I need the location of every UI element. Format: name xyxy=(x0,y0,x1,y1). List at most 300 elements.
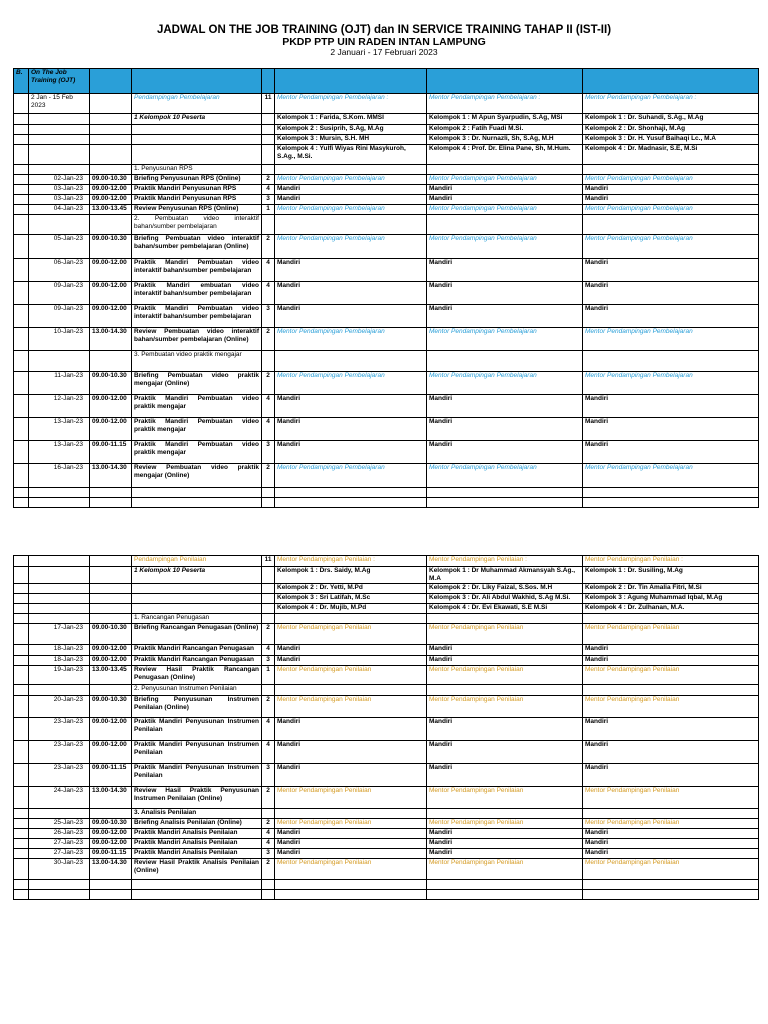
jp-cell: 1 xyxy=(262,666,275,685)
time-cell: 09.00-11.15 xyxy=(90,441,132,464)
document-title: JADWAL ON THE JOB TRAINING (OJT) dan IN SERVICE TRAINING TAHAP II (IST-II) xyxy=(156,24,612,36)
mentor-col3-cell: Mandiri xyxy=(583,741,759,764)
date-cell: 05-Jan-23 xyxy=(29,235,90,259)
table-row xyxy=(14,165,759,175)
time-cell: 09.00-10.30 xyxy=(90,696,132,718)
activity-cell: Review Pembuatan video interaktif bahan/sumber pembelajaran (Online) xyxy=(132,328,262,351)
jp-cell: 2 xyxy=(262,696,275,718)
row-marker xyxy=(14,175,29,185)
table-row xyxy=(14,498,759,508)
mentor-col2-cell: Mentor Pendampingan Penilaian xyxy=(427,819,583,829)
time-cell: 13.00-14.30 xyxy=(90,464,132,488)
table-row xyxy=(14,556,759,567)
table-row xyxy=(14,125,759,135)
jp-cell: 2 xyxy=(262,372,275,395)
mentor-col1-cell: Mentor Pendampingan Pembelajaran xyxy=(275,464,427,488)
activity-cell: Review Hasil Praktik Analisis Penilaian (Online) xyxy=(132,859,262,880)
jp-cell: 2 xyxy=(262,859,275,880)
row-marker xyxy=(14,235,29,259)
date-cell xyxy=(29,215,90,235)
activity-cell xyxy=(132,488,262,498)
row-marker xyxy=(14,125,29,135)
activity-cell: 2. Pembuatan video interaktif bahan/sumber pembelajaran xyxy=(132,215,262,235)
jp-cell: 3 xyxy=(262,441,275,464)
jp-cell: 2 xyxy=(262,787,275,809)
table-row xyxy=(14,645,759,656)
jp-cell: 3 xyxy=(262,195,275,205)
mentor-col2-cell: Mentor Pendampingan Penilaian : xyxy=(427,556,583,567)
date-cell xyxy=(29,556,90,567)
jp-cell: 3 xyxy=(262,764,275,787)
row-marker xyxy=(14,328,29,351)
time-cell xyxy=(90,135,132,145)
row-marker xyxy=(14,829,29,839)
mentor-col1-cell: Mentor Pendampingan Penilaian xyxy=(275,819,427,829)
jp-cell xyxy=(262,567,275,584)
row-marker xyxy=(14,114,29,125)
time-cell: 13.00-13.45 xyxy=(90,666,132,685)
mentor-col2-cell: Mandiri xyxy=(427,418,583,441)
mentor-col1-cell xyxy=(275,809,427,819)
mentor-col1-cell: Mandiri xyxy=(275,849,427,859)
jp-cell: 4 xyxy=(262,259,275,282)
mentor-col1-cell: Mandiri xyxy=(275,839,427,849)
row-marker xyxy=(14,604,29,614)
activity-cell xyxy=(132,604,262,614)
mentor-col3-cell: Mentor Pendampingan Pembelajaran xyxy=(583,328,759,351)
date-cell xyxy=(29,351,90,372)
mentor-col3-cell: Mandiri xyxy=(583,849,759,859)
mentor-col2-cell: Mentor Pendampingan Pembelajaran xyxy=(427,235,583,259)
mentor-col2-cell: Mentor Pendampingan Penilaian xyxy=(427,624,583,645)
date-cell: 09-Jan-23 xyxy=(29,305,90,328)
time-cell xyxy=(90,880,132,890)
row-marker xyxy=(14,764,29,787)
activity-cell: Praktik Mandiri Rancangan Penugasan xyxy=(132,645,262,656)
mentor-col3-cell: Mandiri xyxy=(583,839,759,849)
time-cell: 09.00-12.00 xyxy=(90,741,132,764)
activity-cell: Praktik Mandiri Rancangan Penugasan xyxy=(132,656,262,666)
activity-cell: Briefing Rancangan Penugasan (Online) xyxy=(132,624,262,645)
mentor-col2-cell xyxy=(427,685,583,696)
date-cell: 30-Jan-23 xyxy=(29,859,90,880)
table-row xyxy=(14,859,759,880)
ojt-schedule-table xyxy=(13,68,759,508)
mentor-col1-cell xyxy=(275,215,427,235)
activity-cell: 1. Rancangan Penugasan xyxy=(132,614,262,624)
time-cell: 09.00-12.00 xyxy=(90,185,132,195)
jp-cell xyxy=(262,125,275,135)
date-cell xyxy=(29,135,90,145)
activity-cell xyxy=(132,880,262,890)
mentor-col1-cell: Mandiri xyxy=(275,282,427,305)
row-marker xyxy=(14,859,29,880)
mentor-col2-cell: Kelompok 1 : M Apun Syarpudin, S.Ag, MSi xyxy=(427,114,583,125)
mentor-col2-cell: Mentor Pendampingan Penilaian xyxy=(427,666,583,685)
mentor-col1-cell: Mandiri xyxy=(275,764,427,787)
mentor-col2-cell: Mandiri xyxy=(427,195,583,205)
table-row xyxy=(14,488,759,498)
mentor-col1-cell: Mandiri xyxy=(275,829,427,839)
date-cell xyxy=(29,498,90,508)
mentor-col1-cell: Kelompok 3 : Mursin, S.H. MH xyxy=(275,135,427,145)
header-blank-cell xyxy=(132,69,262,94)
date-cell xyxy=(29,890,90,900)
table-row xyxy=(14,145,759,165)
header-blank-cell xyxy=(275,69,427,94)
mentor-col1-cell: Mandiri xyxy=(275,656,427,666)
mentor-col2-cell: Mentor Pendampingan Penilaian xyxy=(427,696,583,718)
table-header-row xyxy=(14,69,759,94)
activity-cell: Review Pembuatan video praktik mengajar (Online) xyxy=(132,464,262,488)
activity-cell: Pendampingan Pembelajaran xyxy=(132,94,262,114)
row-marker xyxy=(14,645,29,656)
date-cell: 13-Jan-23 xyxy=(29,418,90,441)
table-row xyxy=(14,567,759,584)
table-row xyxy=(14,418,759,441)
activity-cell: Briefing Pembuatan video interaktif bahan/sumber pembelajaran (Online) xyxy=(132,235,262,259)
date-cell: 20-Jan-23 xyxy=(29,696,90,718)
jp-cell: 1 xyxy=(262,205,275,215)
mentor-col3-cell: Mandiri xyxy=(583,645,759,656)
date-cell xyxy=(29,125,90,135)
activity-cell: Pendampingan Penilaian xyxy=(132,556,262,567)
table-row xyxy=(14,114,759,125)
activity-cell: Praktik Mandiri Pembuatan video interaktif bahan/sumber pembelajaran xyxy=(132,305,262,328)
mentor-col2-cell xyxy=(427,880,583,890)
mentor-col1-cell xyxy=(275,880,427,890)
mentor-col1-cell: Mentor Pendampingan Penilaian xyxy=(275,787,427,809)
activity-cell xyxy=(132,890,262,900)
table-row xyxy=(14,880,759,890)
table-row xyxy=(14,185,759,195)
activity-cell xyxy=(132,135,262,145)
date-cell: 04-Jan-23 xyxy=(29,205,90,215)
jp-cell: 3 xyxy=(262,305,275,328)
mentor-col3-cell: Kelompok 2 : Dr. Tin Amalia Fitri, M.Si xyxy=(583,584,759,594)
row-marker xyxy=(14,418,29,441)
mentor-col3-cell: Mentor Pendampingan Penilaian xyxy=(583,859,759,880)
jp-cell xyxy=(262,145,275,165)
jp-cell xyxy=(262,498,275,508)
mentor-col3-cell: Mentor Pendampingan Penilaian xyxy=(583,696,759,718)
time-cell: 09.00-12.00 xyxy=(90,718,132,741)
mentor-col1-cell xyxy=(275,165,427,175)
row-marker xyxy=(14,890,29,900)
row-marker xyxy=(14,498,29,508)
mentor-col3-cell: Mandiri xyxy=(583,185,759,195)
mentor-col1-cell xyxy=(275,498,427,508)
jp-cell xyxy=(262,594,275,604)
table-row xyxy=(14,175,759,185)
time-cell: 09.00-10.30 xyxy=(90,175,132,185)
activity-cell: Praktik Mandiri Pembuatan video interaktif bahan/sumber pembelajaran xyxy=(132,259,262,282)
mentor-col1-cell: Mandiri xyxy=(275,441,427,464)
date-cell: 27-Jan-23 xyxy=(29,849,90,859)
date-cell: 18-Jan-23 xyxy=(29,645,90,656)
mentor-col1-cell: Mentor Pendampingan Pembelajaran xyxy=(275,175,427,185)
mentor-col3-cell: Mentor Pendampingan Pembelajaran xyxy=(583,464,759,488)
mentor-col1-cell: Mandiri xyxy=(275,195,427,205)
table-row xyxy=(14,372,759,395)
date-cell: 10-Jan-23 xyxy=(29,328,90,351)
mentor-col3-cell: Mentor Pendampingan Pembelajaran xyxy=(583,372,759,395)
time-cell xyxy=(90,125,132,135)
mentor-col2-cell xyxy=(427,165,583,175)
jp-cell: 2 xyxy=(262,624,275,645)
mentor-col2-cell: Mandiri xyxy=(427,395,583,418)
mentor-col3-cell: Kelompok 3 : Dr. H. Yusuf Baihaqi Lc., M.A xyxy=(583,135,759,145)
time-cell xyxy=(90,594,132,604)
mentor-col2-cell: Kelompok 3 : Dr. Ali Abdul Wakhid, S.Ag M.Si. xyxy=(427,594,583,604)
row-marker xyxy=(14,741,29,764)
row-marker xyxy=(14,567,29,584)
jp-cell: 2 xyxy=(262,819,275,829)
row-marker xyxy=(14,696,29,718)
date-cell: 19-Jan-23 xyxy=(29,666,90,685)
row-marker xyxy=(14,624,29,645)
activity-cell: Praktik Mandiri Penyusunan Instrumen Penilaian xyxy=(132,764,262,787)
mentor-col3-cell xyxy=(583,215,759,235)
time-cell: 09.00-12.00 xyxy=(90,418,132,441)
mentor-col1-cell: Kelompok 1 : Farida, S.Kom. MMSI xyxy=(275,114,427,125)
mentor-col3-cell: Mandiri xyxy=(583,441,759,464)
mentor-col2-cell: Mentor Pendampingan Pembelajaran xyxy=(427,205,583,215)
time-cell: 09.00-12.00 xyxy=(90,305,132,328)
time-cell xyxy=(90,114,132,125)
mentor-col2-cell xyxy=(427,488,583,498)
time-cell: 09.00-12.00 xyxy=(90,282,132,305)
jp-cell xyxy=(262,135,275,145)
time-cell xyxy=(90,215,132,235)
mentor-col2-cell: Mandiri xyxy=(427,764,583,787)
jp-cell: 4 xyxy=(262,741,275,764)
mentor-col3-cell: Mandiri xyxy=(583,656,759,666)
jp-cell: 4 xyxy=(262,418,275,441)
jp-cell: 3 xyxy=(262,849,275,859)
time-cell xyxy=(90,165,132,175)
mentor-col3-cell: Mentor Pendampingan Penilaian xyxy=(583,624,759,645)
table-row xyxy=(14,829,759,839)
row-marker xyxy=(14,787,29,809)
table-row xyxy=(14,205,759,215)
jp-cell: 2 xyxy=(262,464,275,488)
mentor-col1-cell: Mentor Pendampingan Pembelajaran : xyxy=(275,94,427,114)
table-row xyxy=(14,351,759,372)
table-row xyxy=(14,624,759,645)
mentor-col1-cell: Mentor Pendampingan Pembelajaran xyxy=(275,205,427,215)
activity-cell: 3. Analisis Penilaian xyxy=(132,809,262,819)
mentor-col2-cell xyxy=(427,809,583,819)
mentor-col3-cell: Mandiri xyxy=(583,418,759,441)
jp-cell: 11 xyxy=(262,556,275,567)
jp-cell: 4 xyxy=(262,718,275,741)
mentor-col2-cell: Mandiri xyxy=(427,259,583,282)
time-cell: 09.00-10.30 xyxy=(90,624,132,645)
time-cell xyxy=(90,809,132,819)
time-cell: 09.00-11.15 xyxy=(90,849,132,859)
date-cell xyxy=(29,114,90,125)
row-marker xyxy=(14,614,29,624)
activity-cell: Praktik Mandiri Analisis Penilaian xyxy=(132,829,262,839)
table-row xyxy=(14,215,759,235)
mentor-col3-cell: Mandiri xyxy=(583,395,759,418)
table-row xyxy=(14,839,759,849)
table-row xyxy=(14,259,759,282)
activity-cell xyxy=(132,145,262,165)
activity-cell: Praktik Mandiri Penyusunan RPS xyxy=(132,195,262,205)
mentor-col2-cell: Mentor Pendampingan Pembelajaran xyxy=(427,175,583,185)
mentor-col1-cell: Mandiri xyxy=(275,185,427,195)
time-cell: 09.00-10.30 xyxy=(90,372,132,395)
activity-cell: 2. Penyusunan Instrumen Penilaian xyxy=(132,685,262,696)
mentor-col3-cell: Kelompok 2 : Dr. Shonhaji, M.Ag xyxy=(583,125,759,135)
mentor-col3-cell: Mandiri xyxy=(583,282,759,305)
activity-cell: Briefing Analisis Penilaian (Online) xyxy=(132,819,262,829)
mentor-col3-cell: Mandiri xyxy=(583,718,759,741)
activity-cell: Praktik Mandiri embuatan video interaktif bahan/sumber pembelajaran xyxy=(132,282,262,305)
activity-cell: Praktik Mandiri Pembuatan video praktik mengajar xyxy=(132,418,262,441)
mentor-col2-cell: Mandiri xyxy=(427,656,583,666)
table-row xyxy=(14,809,759,819)
row-marker xyxy=(14,195,29,205)
mentor-col3-cell: Mandiri xyxy=(583,764,759,787)
activity-cell: Praktik Mandiri Analisis Penilaian xyxy=(132,839,262,849)
date-cell: 23-Jan-23 xyxy=(29,741,90,764)
jp-cell xyxy=(262,114,275,125)
mentor-col3-cell: Mandiri xyxy=(583,259,759,282)
time-cell: 09.00-12.00 xyxy=(90,395,132,418)
mentor-col3-cell: Mentor Pendampingan Pembelajaran xyxy=(583,175,759,185)
mentor-col1-cell: Mentor Pendampingan Pembelajaran xyxy=(275,372,427,395)
jp-cell xyxy=(262,165,275,175)
row-marker xyxy=(14,185,29,195)
row-marker xyxy=(14,441,29,464)
jp-cell xyxy=(262,890,275,900)
date-cell xyxy=(29,165,90,175)
document-period: 2 Januari - 17 Februari 2023 xyxy=(330,47,438,57)
mentor-col3-cell: Kelompok 4 : Dr. Madnasir, S.E, M.Si xyxy=(583,145,759,165)
table-row xyxy=(14,135,759,145)
mentor-col2-cell: Mentor Pendampingan Penilaian xyxy=(427,787,583,809)
mentor-col2-cell xyxy=(427,498,583,508)
mentor-col3-cell xyxy=(583,614,759,624)
date-cell: 11-Jan-23 xyxy=(29,372,90,395)
jp-cell xyxy=(262,685,275,696)
mentor-col3-cell: Kelompok 1 : Dr. Susiling, M.Ag xyxy=(583,567,759,584)
mentor-col2-cell xyxy=(427,215,583,235)
date-cell: 26-Jan-23 xyxy=(29,829,90,839)
mentor-col2-cell: Mentor Pendampingan Pembelajaran xyxy=(427,464,583,488)
date-cell: 16-Jan-23 xyxy=(29,464,90,488)
mentor-col3-cell xyxy=(583,488,759,498)
row-marker xyxy=(14,819,29,829)
date-cell: 03-Jan-23 xyxy=(29,195,90,205)
mentor-col1-cell xyxy=(275,685,427,696)
jp-cell: 2 xyxy=(262,175,275,185)
mentor-col3-cell: Kelompok 1 : Dr. Suhandi, S.Ag., M.Ag xyxy=(583,114,759,125)
jp-cell xyxy=(262,584,275,594)
date-cell: 12-Jan-23 xyxy=(29,395,90,418)
date-cell: 03-Jan-23 xyxy=(29,185,90,195)
mentor-col3-cell: Mentor Pendampingan Penilaian xyxy=(583,787,759,809)
mentor-col1-cell: Kelompok 2 : Susiprih, S.Ag, M.Ag xyxy=(275,125,427,135)
mentor-col2-cell: Mandiri xyxy=(427,282,583,305)
table-row xyxy=(14,741,759,764)
mentor-col1-cell: Mandiri xyxy=(275,418,427,441)
mentor-col1-cell xyxy=(275,614,427,624)
table-row xyxy=(14,787,759,809)
jp-cell: 11 xyxy=(262,94,275,114)
date-cell xyxy=(29,685,90,696)
mentor-col1-cell: Mandiri xyxy=(275,645,427,656)
jp-cell: 4 xyxy=(262,395,275,418)
time-cell: 13.00-14.30 xyxy=(90,859,132,880)
date-cell xyxy=(29,584,90,594)
jp-cell: 4 xyxy=(262,185,275,195)
table-row xyxy=(14,584,759,594)
table-row xyxy=(14,395,759,418)
row-marker xyxy=(14,718,29,741)
date-cell xyxy=(29,594,90,604)
date-cell xyxy=(29,614,90,624)
date-cell: 23-Jan-23 xyxy=(29,718,90,741)
mentor-col2-cell: Mandiri xyxy=(427,849,583,859)
mentor-col1-cell: Kelompok 3 : Sri Latifah, M.Sc xyxy=(275,594,427,604)
date-cell: 02-Jan-23 xyxy=(29,175,90,185)
date-cell: 23-Jan-23 xyxy=(29,764,90,787)
jp-cell: 4 xyxy=(262,839,275,849)
mentor-col3-cell: Mandiri xyxy=(583,829,759,839)
time-cell xyxy=(90,498,132,508)
mentor-col2-cell: Kelompok 2 : Fatih Fuadi M.Si. xyxy=(427,125,583,135)
date-cell xyxy=(29,567,90,584)
row-marker xyxy=(14,215,29,235)
row-marker xyxy=(14,259,29,282)
activity-cell: 1 Kelompok 10 Peserta xyxy=(132,114,262,125)
document-subtitle: PKDP PTP UIN RADEN INTAN LAMPUNG xyxy=(282,36,486,48)
time-cell: 09.00-12.00 xyxy=(90,839,132,849)
date-cell xyxy=(29,488,90,498)
table-row xyxy=(14,441,759,464)
mentor-col3-cell xyxy=(583,890,759,900)
activity-cell: 3. Pembuatan video praktik mengajar xyxy=(132,351,262,372)
jp-cell xyxy=(262,809,275,819)
activity-cell: Praktik Mandiri Penyusunan Instrumen Penilaian xyxy=(132,741,262,764)
time-cell xyxy=(90,890,132,900)
table-row xyxy=(14,305,759,328)
jp-cell xyxy=(262,215,275,235)
activity-cell: Briefing Penyusunan Instrumen Penilaian (Online) xyxy=(132,696,262,718)
mentor-col1-cell: Mandiri xyxy=(275,259,427,282)
activity-cell xyxy=(132,498,262,508)
header-blank-cell xyxy=(262,69,275,94)
section-name: On The Job Training (OJT) xyxy=(29,69,90,94)
jp-cell xyxy=(262,614,275,624)
time-cell xyxy=(90,685,132,696)
mentor-col1-cell: Mandiri xyxy=(275,305,427,328)
row-marker xyxy=(14,351,29,372)
mentor-col1-cell: Mandiri xyxy=(275,741,427,764)
mentor-col3-cell xyxy=(583,498,759,508)
mentor-col1-cell xyxy=(275,890,427,900)
activity-cell: Review Penyusunan RPS (Online) xyxy=(132,205,262,215)
mentor-col2-cell: Mandiri xyxy=(427,829,583,839)
mentor-col2-cell xyxy=(427,351,583,372)
activity-cell: 1 Kelompok 10 Peserta xyxy=(132,567,262,584)
row-marker xyxy=(14,395,29,418)
jp-cell: 4 xyxy=(262,645,275,656)
